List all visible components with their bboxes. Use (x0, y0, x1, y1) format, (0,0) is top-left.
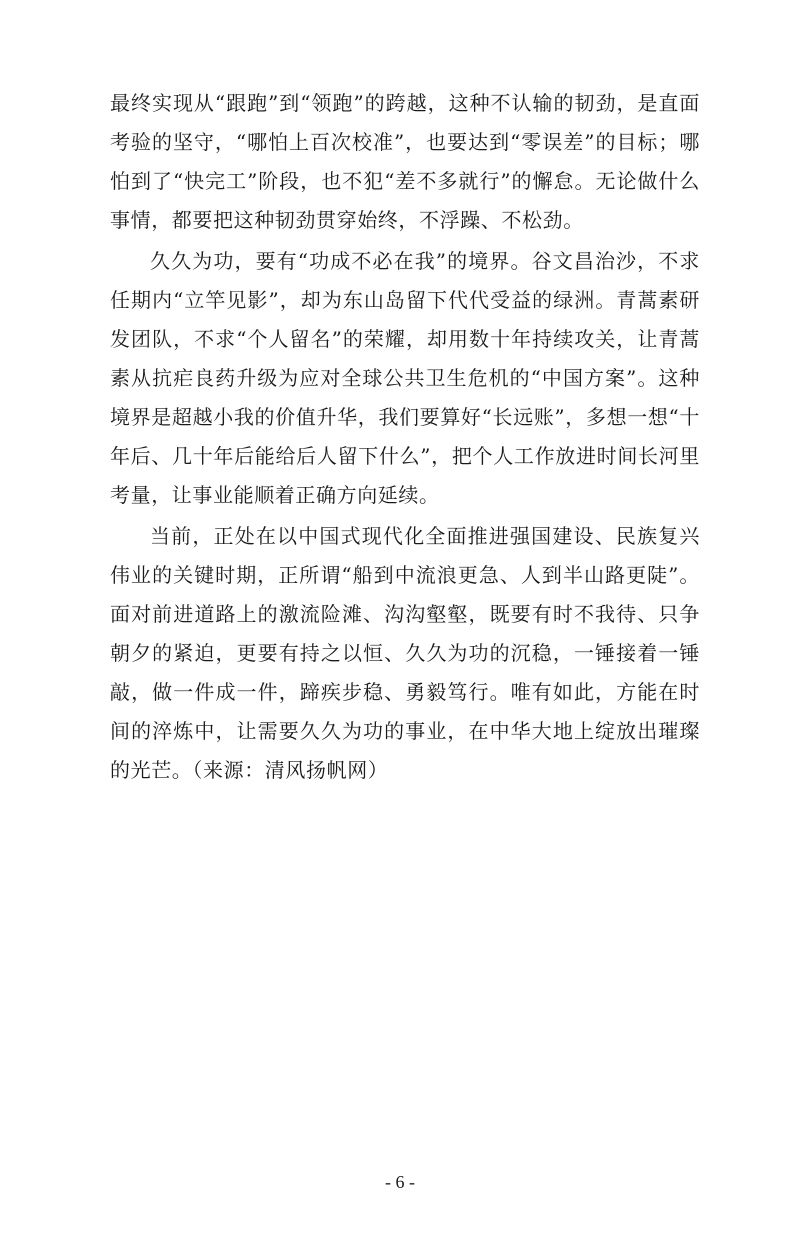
paragraph-1: 最终实现从“跟跑”到“领跑”的跨越，这种不认输的韧劲，是直面考验的坚守，“哪怕上百次校准”，也要达到“零误差”的目标；哪怕到了“快完工”阶段，也不犯“差不多就行”的懈怠。无论做什么事情，都要把这种韧劲贯穿始终，不浮躁、不松劲。 (110, 91, 700, 232)
paragraph-3: 当前，正处在以中国式现代化全面推进强国建设、民族复兴伟业的关键时期，正所谓“船到中流浪更急、人到半山路更陡”。面对前进道路上的激流险滩、沟沟壑壑，既要有时不我待、只争朝夕的紧迫，更要有持之以恒、久久为功的沉稳，一锤接着一锤敲，做一件成一件，蹄疾步稳、勇毅笃行。唯有如此，方能在时间的淬炼中，让需要久久为功的事业，在中华大地上绽放出璀璨的光芒。（来源：清风扬帆网） (110, 524, 700, 782)
page-number: - 6 - (385, 1172, 415, 1192)
body-text (110, 84, 700, 790)
paragraph-2: 久久为功，要有“功成不必在我”的境界。谷文昌治沙，不求任期内“立竿见影”，却为东山岛留下代代受益的绿洲。青蒿素研发团队，不求“个人留名”的荣耀，却用数十年持续攻关，让青蒿素从抗疟良药升级为应对全球公共卫生危机的“中国方案”。这种境界是超越小我的价值升华，我们要算好“长远账”，多想一想“十年后、几十年后能给后人留下什么”，把个人工作放进时间长河里考量，让事业能顺着正确方向延续。 (110, 249, 700, 507)
